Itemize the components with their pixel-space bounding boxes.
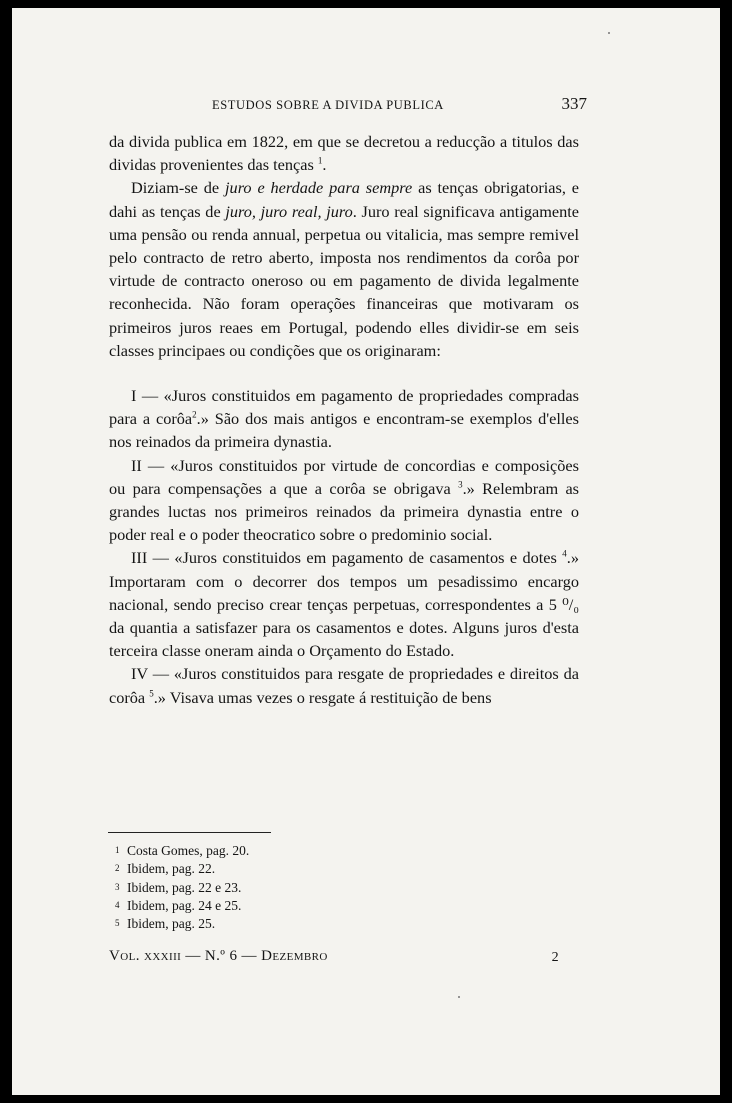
paper-speck — [458, 996, 460, 998]
class-i-paragraph: I — «Juros constituidos em pagamento de propriedades compradas para a corôa$^2$.» São dos mais antigos e encontram-se exemplos d'elles nos reinados da primeira dynastia. — [109, 386, 579, 452]
footnote-ref: 2 — [192, 409, 197, 420]
running-header — [212, 96, 587, 116]
page-number: 337 — [561, 94, 587, 113]
sheet-number: 2 — [551, 950, 559, 965]
footnote-ref: 3 — [458, 479, 463, 490]
footnote-ref: 1 — [317, 155, 323, 166]
footnote: 2 Ibidem, pag. 22. — [115, 861, 216, 877]
paper-speck — [608, 32, 610, 34]
footnote: 4 Ibidem, pag. 24 e 25. — [115, 897, 242, 913]
footnote: 5 Ibidem, pag. 25. — [115, 916, 216, 932]
italic-term: juro, juro real, juro — [225, 201, 353, 221]
footnote-ref: 4 — [562, 549, 567, 560]
footnote: 3 Ibidem, pag. 22 e 23. — [115, 879, 242, 895]
footnotes — [115, 842, 415, 933]
paragraph-juro-real: Diziam-se de juro e herdade para sempre as tenças obrigatorias, e dahi as tenças de juro, juro real, juro. Juro real significava antigamente uma pensão ou renda annual, perpetua ou vitalicia, mas sempre remivel pelo contracto de retro aberto, imposta nos rendimentos da corôa por virtude de contracto oneroso ou em pagamento de divida legalmente reconhecida. Não foram operações financeiras que motivaram os primeiros juros reaes em Portugal, podendo elles dividir-se em seis classes principaes ou condições que os originaram: — [109, 178, 580, 360]
footnote: 1 Costa Gomes, pag. 20. — [115, 843, 250, 858]
italic-term: juro e herdade para sempre — [225, 178, 413, 198]
class-ii-paragraph: II — «Juros constituidos por virtude de concordias e composições ou para compensações a que a corôa se obrigava $^3$.» Relembram as grandes luctas nos primeiros reinados da primeira dynastia entre o poder real e o poder theocratico sobre o predominio social. — [109, 455, 580, 545]
volume-signature: Vol. xxxiii — N.º 6 — Dezembro — [109, 948, 328, 964]
footnote-ref: 5 — [149, 688, 154, 699]
running-title: ESTUDOS SOBRE A DIVIDA PUBLICA — [212, 98, 444, 112]
footnote-divider — [108, 832, 271, 833]
body-text — [109, 130, 579, 709]
class-iv-paragraph: IV — «Juros constituidos para resgate de propriedades e direitos da corôa $^5$.» Visava umas vezes o resgate á restituição de bens — [109, 664, 579, 707]
book-page — [12, 8, 720, 1095]
signature-footer — [109, 948, 559, 970]
paragraph-continuation: da divida publica em 1822, em que se decretou a reducção a titulos das dividas provenientes das tenças $^1$. — [109, 132, 579, 175]
class-iii-paragraph: III — «Juros constituidos em pagamento de casamentos e dotes $^4$.» Importaram com o decorrer dos tempos um pesadissimo encargo nacional, sendo preciso crear tenças perpetuas, correspondentes a 5 ⁰/₀ da quantia a satisfazer para os casamentos e dotes. Alguns juros d'esta terceira classe oneram ainda o Orçamento do Estado. — [109, 548, 579, 661]
